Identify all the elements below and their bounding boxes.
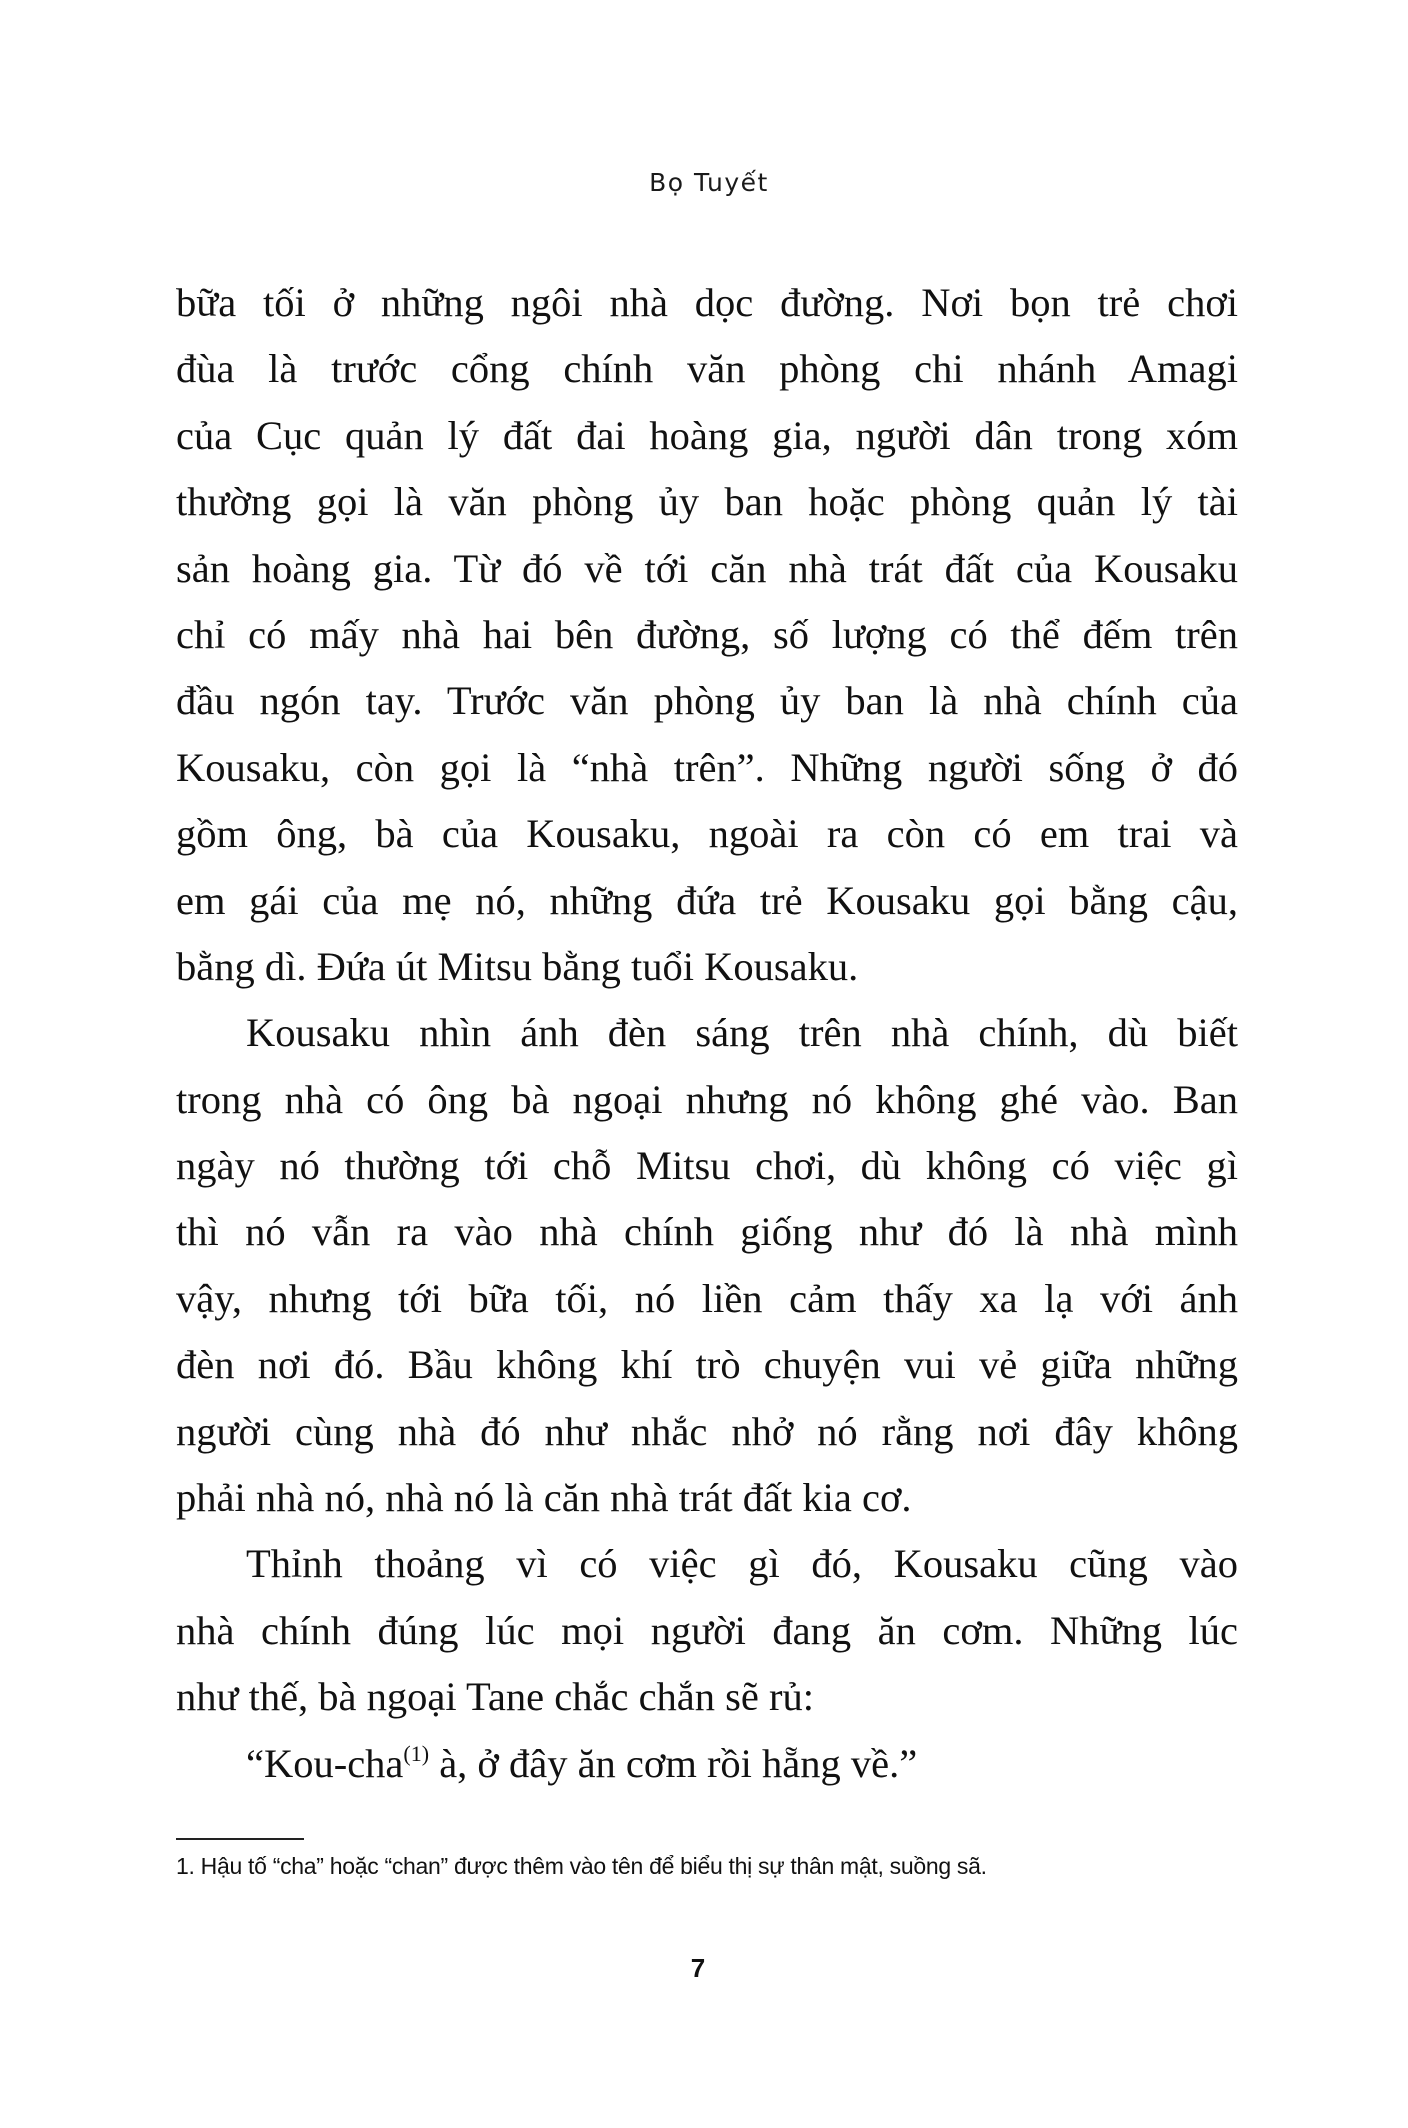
dialogue-line [176, 1731, 1238, 1797]
text-line: bữa tối ở những ngôi nhà dọc đường. Nơi bọn trẻ chơi [176, 280, 1238, 325]
text-line: thì nó vẫn ra vào nhà chính giống như đó là nhà mình [176, 1209, 1238, 1255]
dialogue-text-end: à, ở đây ăn cơm rồi hẵng về.” [429, 1740, 918, 1786]
text-line: sản hoàng gia. Từ đó về tới căn nhà trát đất của Kousaku [176, 545, 1238, 591]
text-line: Kousaku, còn gọi là “nhà trên”. Những người sống ở đó [176, 744, 1238, 790]
text-line: ngày nó thường tới chỗ Mitsu chơi, dù không có việc gì [176, 1143, 1238, 1189]
text-line: vậy, nhưng tới bữa tối, nó liền cảm thấy xa lạ với ánh [176, 1275, 1238, 1321]
footnote-reference[interactable]: (1) [403, 1740, 430, 1766]
paragraph-start-line: Kousaku nhìn ánh đèn sáng trên nhà chính, dù biết [246, 1010, 1238, 1056]
page-number: 7 [690, 1953, 706, 1983]
text-line: phải nhà nó, nhà nó là căn nhà trát đất kia cơ. [176, 1475, 912, 1521]
paragraph-start-line: Thỉnh thoảng vì có việc gì đó, Kousaku cũng vào [246, 1541, 1238, 1587]
text-line: trong nhà có ông bà ngoại nhưng nó không ghé vào. Ban [176, 1076, 1238, 1122]
footnote-divider [176, 1838, 304, 1840]
text-line: như thế, bà ngoại Tane chắc chắn sẽ rủ: [176, 1674, 814, 1720]
text-line: người cùng nhà đó như nhắc nhở nó rằng nơi đây không [176, 1408, 1238, 1454]
text-line: nhà chính đúng lúc mọi người đang ăn cơm. Những lúc [176, 1607, 1238, 1653]
text-line: thường gọi là văn phòng ủy ban hoặc phòng quản lý tài [176, 479, 1238, 525]
running-header: Bọ Tuyết [649, 168, 769, 197]
text-line: bằng dì. Đứa út Mitsu bằng tuổi Kousaku. [176, 943, 859, 989]
text-line: đùa là trước cổng chính văn phòng chi nhánh Amagi [176, 346, 1238, 392]
text-line: gồm ông, bà của Kousaku, ngoài ra còn có em trai và [176, 811, 1238, 857]
text-line: em gái của mẹ nó, những đứa trẻ Kousaku gọi bằng cậu, [176, 877, 1238, 923]
footnote: 1. Hậu tố “cha” hoặc “chan” được thêm vào tên để biểu thị sự thân mật, suồng sã. [176, 1853, 987, 1879]
text-line: đèn nơi đó. Bầu không khí trò chuyện vui vẻ giữa những [176, 1342, 1238, 1388]
body-text [176, 270, 1238, 1797]
dialogue-text-start: “Kou-cha [246, 1740, 404, 1786]
text-line: chỉ có mấy nhà hai bên đường, số lượng có thể đếm trên [176, 611, 1238, 657]
text-line: của Cục quản lý đất đai hoàng gia, người dân trong xóm [176, 412, 1238, 458]
text-line: đầu ngón tay. Trước văn phòng ủy ban là nhà chính của [176, 678, 1238, 724]
